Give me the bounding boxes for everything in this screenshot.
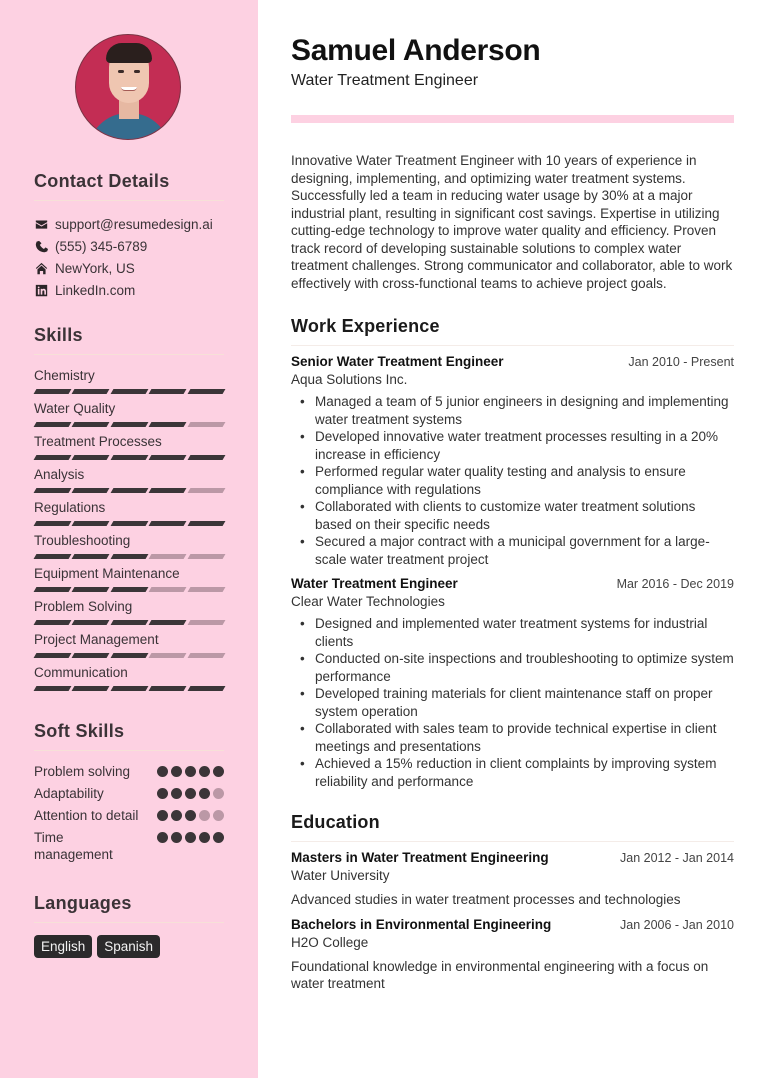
skill-level-segment	[149, 554, 187, 559]
rating-dot	[199, 766, 210, 777]
soft-skills-list	[34, 763, 224, 863]
skill-level-segment	[149, 455, 187, 460]
job-title: Water Treatment Engineer	[291, 576, 458, 591]
skill-level-bar	[34, 389, 224, 394]
skill-item	[34, 664, 224, 691]
rating-dot	[213, 832, 224, 843]
job-bullet: • Developed training materials for client maintenance staff on proper system operation	[315, 685, 734, 720]
avatar-eye	[118, 70, 124, 73]
skill-level-segment	[149, 653, 187, 658]
skill-level-segment	[187, 587, 225, 592]
education-entry	[291, 917, 734, 993]
skill-item	[34, 400, 224, 427]
skill-item	[34, 598, 224, 625]
skills-list	[34, 367, 224, 691]
skill-level-segment	[149, 620, 187, 625]
job-date: Mar 2016 - Dec 2019	[616, 577, 734, 591]
skill-label: Analysis	[34, 467, 85, 482]
education-header	[291, 917, 734, 932]
accent-divider	[291, 115, 734, 123]
company-name: Aqua Solutions Inc.	[291, 372, 408, 387]
skill-level-segment	[34, 620, 72, 625]
contact-linkedin[interactable]	[34, 279, 224, 301]
skill-item	[34, 532, 224, 559]
education-entry	[291, 850, 734, 909]
rating-dot	[213, 766, 224, 777]
skill-level-segment	[72, 455, 110, 460]
job-bullet: • Performed regular water quality testing and analysis to ensure compliance with regulations	[315, 463, 734, 498]
skill-item	[34, 631, 224, 658]
skill-level-bar	[34, 686, 224, 691]
jobs-list	[291, 354, 734, 790]
job-bullet: • Secured a major contract with a municipal government for a large-scale water treatment project	[315, 533, 734, 568]
skill-level-bar	[34, 620, 224, 625]
skill-level-segment	[149, 488, 187, 493]
soft-skill-item	[34, 807, 224, 824]
job-bullet: • Collaborated with clients to customize water treatment solutions based on their specific needs	[315, 498, 734, 533]
skill-item	[34, 499, 224, 526]
sidebar	[0, 0, 258, 1078]
skill-level-segment	[72, 686, 110, 691]
skill-level-segment	[149, 587, 187, 592]
rating-dot	[171, 832, 182, 843]
soft-skill-rating	[157, 829, 224, 863]
skill-level-segment	[149, 389, 187, 394]
skill-level-segment	[187, 455, 225, 460]
rating-dot	[213, 788, 224, 799]
soft-skills-heading: Soft Skills	[34, 721, 224, 751]
skill-level-segment	[187, 620, 225, 625]
education-date: Jan 2012 - Jan 2014	[620, 851, 734, 865]
skill-label: Troubleshooting	[34, 533, 131, 548]
work-experience-section	[291, 316, 734, 790]
skill-level-segment	[149, 422, 187, 427]
soft-skill-label: Problem solving	[34, 764, 131, 779]
skill-label: Problem Solving	[34, 599, 133, 614]
skill-level-segment	[110, 488, 148, 493]
rating-dot	[157, 810, 168, 821]
rating-dot	[171, 810, 182, 821]
skill-level-segment	[34, 389, 72, 394]
rating-dot	[185, 766, 196, 777]
skill-level-segment	[72, 587, 110, 592]
linkedin-icon	[34, 283, 48, 297]
rating-dot	[157, 788, 168, 799]
skill-level-segment	[187, 389, 225, 394]
contact-phone[interactable]	[34, 235, 224, 257]
avatar-mouth	[121, 87, 137, 91]
main-content	[291, 34, 734, 1001]
skill-level-segment	[110, 620, 148, 625]
skill-level-segment	[110, 455, 148, 460]
skill-level-segment	[72, 422, 110, 427]
skill-level-segment	[34, 554, 72, 559]
skill-item	[34, 433, 224, 460]
skill-level-bar	[34, 455, 224, 460]
skill-level-segment	[72, 521, 110, 526]
skill-level-segment	[187, 653, 225, 658]
phone-icon	[34, 239, 48, 253]
soft-skill-rating	[157, 763, 224, 780]
rating-dot	[171, 788, 182, 799]
language-chips	[34, 935, 224, 958]
skill-level-segment	[72, 620, 110, 625]
skill-level-bar	[34, 521, 224, 526]
candidate-title: Water Treatment Engineer	[291, 72, 479, 89]
skill-label: Communication	[34, 665, 128, 680]
skills-heading: Skills	[34, 325, 224, 355]
contact-heading: Contact Details	[34, 171, 224, 201]
skill-level-segment	[187, 422, 225, 427]
skill-level-segment	[149, 686, 187, 691]
skill-level-bar	[34, 653, 224, 658]
skill-level-segment	[110, 554, 148, 559]
contact-linkedin-text: LinkedIn.com	[55, 282, 136, 298]
soft-skill-item	[34, 829, 224, 863]
languages-heading: Languages	[34, 893, 224, 923]
job-bullet: • Collaborated with sales team to provide technical expertise in client meetings and presentations	[315, 720, 734, 755]
job-entry	[291, 576, 734, 790]
avatar-eye	[134, 70, 140, 73]
soft-skills-section	[34, 721, 224, 863]
education-header	[291, 850, 734, 865]
rating-dot	[157, 832, 168, 843]
job-bullet: • Achieved a 15% reduction in client complaints by improving system reliability and performance	[315, 755, 734, 790]
education-description: Advanced studies in water treatment processes and technologies	[291, 892, 681, 907]
education-section	[291, 812, 734, 993]
skill-level-segment	[72, 554, 110, 559]
languages-section	[34, 893, 224, 958]
skill-level-bar	[34, 422, 224, 427]
job-bullet: • Developed innovative water treatment processes resulting in a 20% increase in efficiency	[315, 428, 734, 463]
skill-level-segment	[110, 422, 148, 427]
skill-item	[34, 466, 224, 493]
home-icon	[34, 261, 48, 275]
rating-dot	[171, 766, 182, 777]
skill-label: Equipment Maintenance	[34, 566, 180, 581]
skill-label: Water Quality	[34, 401, 116, 416]
rating-dot	[185, 788, 196, 799]
summary-text: Innovative Water Treatment Engineer with 10 years of experience in designing, implementing, and optimizing water treatment systems. Successfully led a team in reducing water usage by 30% at a major industrial plant, resulting in significant cost savings. Expertise in utilizing cutting-edge technology to improve water quality and efficiency. Proven track record of developing sustainable solutions to complex water treatment challenges. Strong communicator and collaborator, able to work effectively with cross-functional teams to achieve project goals.	[291, 153, 733, 291]
skill-level-segment	[34, 587, 72, 592]
rating-dot	[199, 788, 210, 799]
soft-skill-label: Attention to detail	[34, 808, 139, 823]
company-name: Clear Water Technologies	[291, 594, 445, 609]
skill-level-segment	[187, 686, 225, 691]
skill-level-segment	[34, 653, 72, 658]
job-header	[291, 354, 734, 369]
skill-label: Chemistry	[34, 368, 95, 383]
skill-level-segment	[110, 521, 148, 526]
skill-label: Regulations	[34, 500, 106, 515]
soft-skill-rating	[157, 785, 224, 802]
degree-title: Masters in Water Treatment Engineering	[291, 850, 549, 865]
contact-phone-text: (555) 345-6789	[55, 238, 148, 254]
skill-level-segment	[110, 389, 148, 394]
soft-skill-label: Time management	[34, 830, 113, 862]
avatar	[75, 34, 181, 140]
skill-level-bar	[34, 554, 224, 559]
rating-dot	[157, 766, 168, 777]
school-name: H2O College	[291, 934, 369, 950]
avatar-container	[32, 34, 224, 140]
skill-level-segment	[110, 686, 148, 691]
skill-level-segment	[72, 653, 110, 658]
job-header	[291, 576, 734, 591]
rating-dot	[199, 832, 210, 843]
skills-section	[34, 325, 224, 691]
skill-level-segment	[110, 587, 148, 592]
skill-level-bar	[34, 587, 224, 592]
skill-item	[34, 367, 224, 394]
soft-skill-label: Adaptability	[34, 786, 104, 801]
skill-level-bar	[34, 488, 224, 493]
skill-level-segment	[187, 488, 225, 493]
job-bullet: • Conducted on-site inspections and troubleshooting to optimize system performance	[315, 650, 734, 685]
contact-email[interactable]	[34, 213, 224, 235]
language-chip: English	[34, 935, 92, 958]
skill-label: Project Management	[34, 632, 159, 647]
skill-level-segment	[34, 422, 72, 427]
contact-location	[34, 257, 224, 279]
education-list	[291, 850, 734, 993]
rating-dot	[199, 810, 210, 821]
skill-label: Treatment Processes	[34, 434, 162, 449]
job-bullets	[291, 393, 734, 568]
work-experience-heading: Work Experience	[291, 316, 734, 346]
skill-level-segment	[187, 554, 225, 559]
language-chip: Spanish	[97, 935, 160, 958]
candidate-name: Samuel Anderson	[291, 34, 541, 67]
avatar-hair	[106, 43, 152, 63]
job-bullet: • Designed and implemented water treatment systems for industrial clients	[315, 615, 734, 650]
school-name: Water University	[291, 868, 390, 883]
education-description: Foundational knowledge in environmental engineering with a focus on water treatment	[291, 958, 709, 991]
job-date: Jan 2010 - Present	[628, 355, 734, 369]
skill-level-segment	[34, 455, 72, 460]
job-entry	[291, 354, 734, 568]
skill-item	[34, 565, 224, 592]
skill-level-segment	[72, 488, 110, 493]
rating-dot	[213, 810, 224, 821]
rating-dot	[185, 810, 196, 821]
job-bullets	[291, 615, 734, 790]
soft-skill-item	[34, 785, 224, 802]
skill-level-segment	[34, 521, 72, 526]
skill-level-segment	[72, 389, 110, 394]
rating-dot	[185, 832, 196, 843]
job-title: Senior Water Treatment Engineer	[291, 354, 504, 369]
education-date: Jan 2006 - Jan 2010	[620, 917, 734, 932]
contact-section	[34, 171, 224, 301]
education-heading: Education	[291, 812, 734, 842]
degree-title: Bachelors in Environmental Engineering	[291, 916, 552, 932]
skill-level-segment	[110, 653, 148, 658]
soft-skill-rating	[157, 807, 224, 824]
skill-level-segment	[34, 488, 72, 493]
contact-location-text: NewYork, US	[55, 260, 135, 276]
job-bullet: • Managed a team of 5 junior engineers in designing and implementing water treatment systems	[315, 393, 734, 428]
skill-level-segment	[149, 521, 187, 526]
skill-level-segment	[34, 686, 72, 691]
contact-email-text: support@resumedesign.ai	[55, 216, 213, 232]
skill-level-segment	[187, 521, 225, 526]
envelope-icon	[34, 217, 48, 231]
soft-skill-item	[34, 763, 224, 780]
